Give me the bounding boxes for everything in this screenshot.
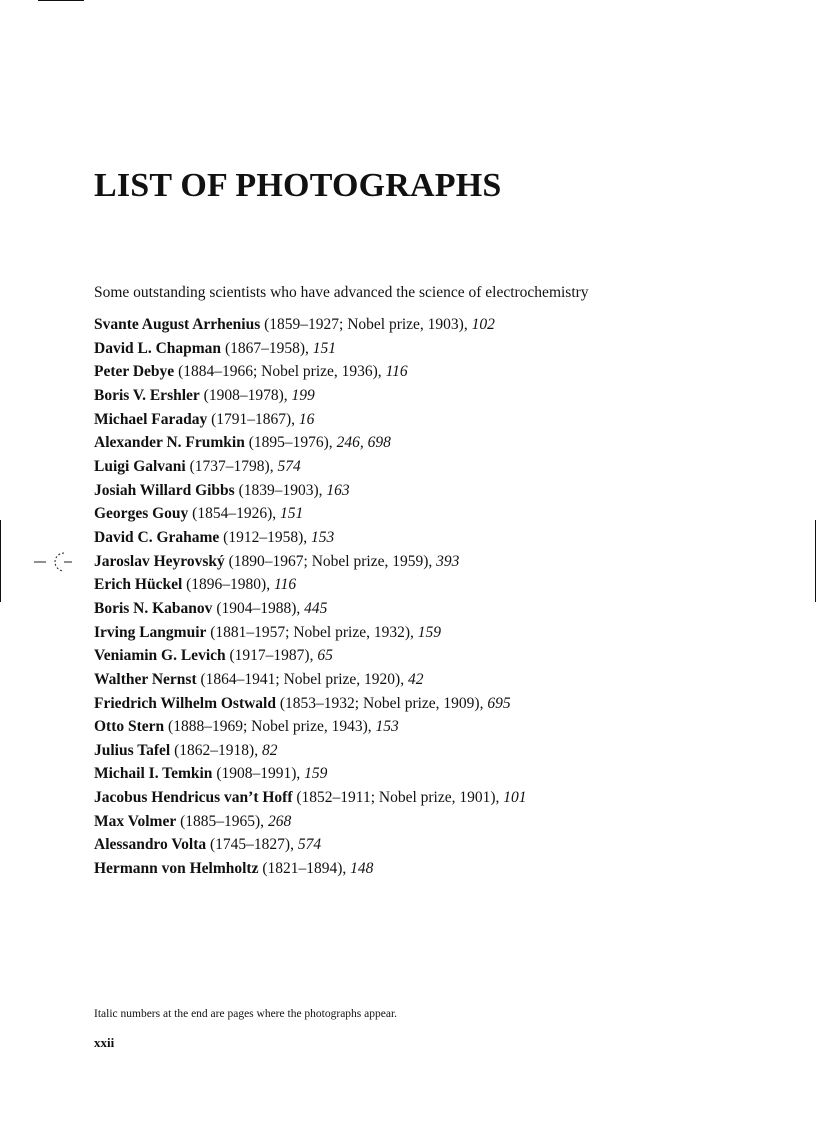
- scientist-dates: (1885–1965),: [176, 812, 268, 830]
- page-reference: 246, 698: [336, 434, 391, 452]
- scientist-dates: (1737–1798),: [185, 457, 278, 475]
- list-item: [94, 644, 527, 668]
- scientist-dates: (1821–1894),: [258, 860, 351, 878]
- scientist-name: Irving Langmuir: [94, 623, 207, 641]
- page-title: LIST OF PHOTOGRAPHS: [94, 167, 502, 204]
- list-item: [94, 692, 527, 716]
- scientist-name: Friedrich Wilhelm Ostwald: [94, 694, 276, 712]
- list-item: [94, 502, 527, 526]
- scientist-dates: (1853–1932; Nobel prize, 1909),: [275, 694, 488, 712]
- list-item: [94, 550, 527, 574]
- scientist-name: Luigi Galvani: [94, 457, 186, 475]
- scientist-dates: (1888–1969; Nobel prize, 1943),: [164, 718, 376, 736]
- page-reference: 65: [317, 647, 333, 665]
- page-reference: 116: [385, 363, 408, 381]
- page-reference: 268: [267, 812, 292, 830]
- scientist-dates: (1884–1966; Nobel prize, 1936),: [174, 363, 386, 381]
- scientist-dates: (1890–1967; Nobel prize, 1959),: [224, 552, 437, 570]
- page-reference: 16: [298, 410, 315, 428]
- scientist-name: Michael Faraday: [94, 410, 208, 428]
- scientist-dates: (1917–1987),: [225, 647, 318, 665]
- scientist-dates: (1896–1980),: [182, 576, 274, 594]
- scientist-dates: (1912–1958),: [219, 528, 311, 546]
- list-item: [94, 810, 527, 834]
- scientist-name: Michail I. Temkin: [94, 765, 213, 783]
- scientist-dates: (1839–1903),: [234, 481, 327, 499]
- scientist-name: Erich Hückel: [94, 576, 183, 594]
- scientist-dates: (1864–1941; Nobel prize, 1920),: [196, 670, 408, 688]
- scientist-name: David L. Chapman: [94, 339, 222, 357]
- page-reference: 445: [304, 599, 328, 617]
- page-reference: 151: [312, 339, 337, 357]
- scientist-name: Walther Nernst: [94, 670, 197, 688]
- list-item: [94, 479, 527, 503]
- scientist-name: Peter Debye: [94, 363, 175, 381]
- list-item: [94, 408, 527, 432]
- list-item: [94, 715, 527, 739]
- page-reference: 153: [375, 718, 399, 736]
- scientist-dates: (1745–1827),: [206, 836, 298, 854]
- scientist-name: Julius Tafel: [94, 741, 171, 759]
- scientist-dates: (1895–1976),: [244, 434, 337, 452]
- page-number: xxii: [94, 1035, 115, 1050]
- page-reference: 393: [436, 552, 460, 570]
- list-item: [94, 668, 527, 692]
- list-item: [94, 455, 527, 479]
- top-crop-rule: [38, 0, 84, 1]
- page-reference: 574: [297, 836, 322, 854]
- page-reference: 148: [350, 860, 374, 878]
- page-reference: 151: [279, 505, 304, 523]
- list-item: [94, 573, 527, 597]
- page-reference: 101: [503, 789, 527, 807]
- left-margin-mark: [0, 520, 1, 602]
- scientist-dates: (1908–1991),: [212, 765, 305, 783]
- list-item: [94, 337, 527, 361]
- list-item: [94, 762, 527, 786]
- list-item: [94, 526, 527, 550]
- page-reference: 199: [291, 386, 315, 404]
- page-reference: 159: [417, 623, 442, 641]
- scientist-dates: (1908–1978),: [199, 386, 292, 404]
- scientist-name: Max Volmer: [94, 812, 177, 830]
- list-item: [94, 360, 527, 384]
- scientist-name: Boris N. Kabanov: [94, 599, 213, 617]
- list-item: [94, 597, 527, 621]
- photograph-list: [94, 313, 527, 881]
- intro-text: Some outstanding scientists who have advanced the science of electrochemistry: [94, 284, 589, 301]
- list-item: [94, 833, 527, 857]
- page-reference: 102: [471, 316, 495, 333]
- scientist-dates: (1791–1867),: [207, 410, 299, 428]
- page-reference: 163: [326, 481, 350, 499]
- scientist-name: David C. Grahame: [94, 528, 220, 546]
- page-reference: 153: [311, 528, 335, 546]
- page-reference: 159: [304, 765, 328, 783]
- list-item: [94, 384, 527, 408]
- scientist-dates: (1862–1918),: [170, 741, 262, 759]
- scientist-name: Hermann von Helmholtz: [94, 860, 259, 878]
- scientist-dates: (1867–1958),: [221, 339, 313, 357]
- registration-mark-icon: [34, 549, 74, 575]
- scientist-name: Georges Gouy: [94, 505, 189, 523]
- scientist-dates: (1904–1988),: [212, 599, 305, 617]
- list-item: [94, 313, 527, 337]
- scientist-name: Otto Stern: [94, 718, 165, 736]
- page-reference: 695: [487, 694, 511, 712]
- page-reference: 82: [261, 741, 278, 759]
- scientist-name: Alessandro Volta: [94, 836, 207, 854]
- page-reference: 42: [407, 670, 424, 688]
- page-reference: 116: [273, 576, 297, 594]
- scientist-name: Alexander N. Frumkin: [94, 434, 245, 452]
- scientist-dates: (1852–1911; Nobel prize, 1901),: [292, 789, 504, 807]
- scientist-name: Veniamin G. Levich: [94, 647, 226, 665]
- scientist-name: Jaroslav Heyrovský: [94, 552, 225, 570]
- list-item: [94, 621, 527, 645]
- scientist-name: Josiah Willard Gibbs: [94, 481, 235, 499]
- list-item: [94, 857, 527, 881]
- scientist-name: Jacobus Hendricus van’t Hoff: [94, 789, 293, 807]
- scientist-dates: (1859–1927; Nobel prize, 1903),: [260, 316, 472, 333]
- scientist-dates: (1881–1957; Nobel prize, 1932),: [206, 623, 418, 641]
- footnote: Italic numbers at the end are pages where the photographs appear.: [94, 1008, 398, 1020]
- list-item: [94, 739, 527, 763]
- page-reference: 574: [277, 457, 301, 475]
- list-item: [94, 431, 527, 455]
- scientist-name: Boris V. Ershler: [94, 386, 200, 404]
- scientist-dates: (1854–1926),: [188, 505, 280, 523]
- list-item: [94, 786, 527, 810]
- scientist-name: Svante August Arrhenius: [94, 316, 261, 333]
